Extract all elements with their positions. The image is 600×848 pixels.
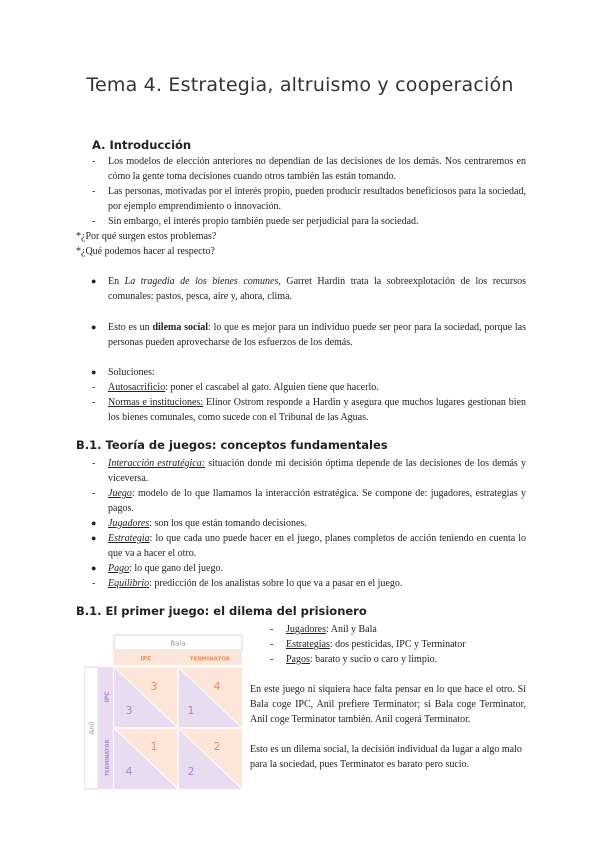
dash-marker: -	[270, 639, 274, 650]
col-player-label: Bala	[170, 639, 186, 648]
row-strategy-ipc: IPC	[104, 691, 111, 703]
bullet-dot: ●	[91, 518, 97, 528]
bullet-dot: ●	[91, 322, 97, 332]
solution-2: Normas e instituciones: Elinor Ostrom responde a Hardin y asegura que muchos lugares gestionan bien los bienes comunales, como sucede con el Tribunal de las Aguas.	[108, 397, 526, 423]
row-player-label: Anil	[88, 721, 96, 735]
question-2: *¿Qué podemos hacer al respecto?	[76, 246, 215, 257]
payoff-bala-ipc-ipc: 3	[150, 680, 158, 693]
page-title: Tema 4. Estrategia, altruismo y cooperación	[86, 74, 514, 96]
dash-marker: -	[92, 156, 96, 167]
game-payoffs: Pagos: barato y sucio o caro y limpio.	[286, 654, 438, 665]
payoff-bala-terminator-terminator: 2	[213, 740, 221, 753]
dash-marker: -	[92, 458, 96, 469]
payoff-anil-terminator-terminator: 2	[187, 765, 195, 778]
dash-marker: -	[270, 624, 274, 635]
bullet-dot: ●	[91, 533, 97, 543]
dash-marker: -	[92, 216, 96, 227]
solutions-label: Soluciones:	[108, 367, 155, 378]
game-explanation: En este juego ni siquiera hace falta pensar en lo que hace el otro. Si Bala coge IPC, Anil prefiere Terminator; si Bala coge Terminator, Anil coge Terminator también. Anil cogerá Terminator.	[250, 684, 526, 725]
concept-equilibrium: Equilibrio: predicción de los analistas sobre lo que va a pasar en el juego.	[108, 578, 403, 589]
dash-marker: -	[92, 397, 96, 408]
dash-marker: -	[92, 186, 96, 197]
concept-players: Jugadores: son los que están tomando decisiones.	[108, 518, 307, 529]
payoff-matrix-svg	[84, 629, 244, 791]
bullet-dot: ●	[91, 367, 97, 377]
concept-game: Juego: modelo de lo que llamamos la interacción estratégica. Se compone de: jugadores, estrategias y pagos.	[108, 488, 526, 514]
game-strategies: Estrategias: dos pesticidas, IPC y Terminator	[286, 639, 466, 650]
payoff-bala-ipc-terminator: 4	[213, 680, 221, 693]
tragedy-paragraph: En La tragedia de los bienes comunes, Garret Hardin trata la sobreexplotación de los recursos comunales: pastos, pesca, aire y, ahora, clima.	[108, 276, 527, 302]
dash-marker: -	[270, 654, 274, 665]
col-strategy-ipc: IPC	[140, 655, 152, 663]
row-strategy-terminator: TERMINATOR	[105, 739, 111, 777]
dilemma-paragraph: Esto es un dilema social: lo que es mejor para un individuo puede ser peor para la sociedad, porque las personas pueden aprovecharse de los esfuerzos de los demás.	[108, 322, 526, 348]
game-players: Jugadores: Anil y Bala	[286, 624, 377, 635]
question-1: *¿Por qué surgen estos problemas?	[76, 231, 217, 242]
dash-marker: -	[92, 488, 96, 499]
section-prisoner-heading: B.1. El primer juego: el dilema del prisionero	[76, 604, 367, 618]
dash-marker: -	[92, 382, 96, 393]
payoff-anil-ipc-ipc: 3	[125, 704, 133, 717]
payoff-matrix	[84, 629, 244, 791]
dash-marker: -	[92, 578, 96, 589]
col-strategy-terminator: TERMINATOR	[189, 656, 231, 663]
bullet-dot: ●	[91, 563, 97, 573]
intro-item-2: Las personas, motivadas por el interés propio, pueden producir resultados beneficiosos para la sociedad, por ejemplo emprendimiento o innovación.	[108, 186, 526, 212]
intro-item-3: Sin embargo, el interés propio también puede ser perjudicial para la sociedad.	[108, 216, 419, 227]
concept-strategy: Estrategia: lo que cada uno puede hacer en el juego, planes completos de acción teniendo en cuenta lo que va a hacer el otro.	[108, 533, 526, 559]
payoff-anil-terminator-ipc: 4	[125, 765, 133, 778]
concept-strategic-interaction: Interacción estratégica: situación donde mi decisión óptima depende de las decisiones de los demás y viceversa.	[108, 458, 527, 484]
concept-payoff: Pago: lo que gano del juego.	[108, 563, 223, 574]
payoff-bala-terminator-ipc: 1	[150, 740, 158, 753]
game-conclusion: Esto es un dilema social, la decisión individual da lugar a algo malo para la sociedad, pues Terminator es barato pero sucio.	[250, 744, 522, 770]
section-b1-heading: B.1. Teoría de juegos: conceptos fundamentales	[76, 438, 388, 452]
solution-1: Autosacrificio: poner el cascabel al gato. Alguien tiene que hacerlo.	[108, 382, 379, 393]
section-a-heading: A. Introducción	[92, 138, 192, 152]
intro-item-1: Los modelos de elección anteriores no dependían de las decisiones de los demás. Nos centraremos en cómo la gente toma decisiones cuando otros también las están tomando.	[108, 156, 526, 182]
bullet-dot: ●	[91, 276, 97, 286]
payoff-anil-ipc-terminator: 1	[187, 704, 195, 717]
